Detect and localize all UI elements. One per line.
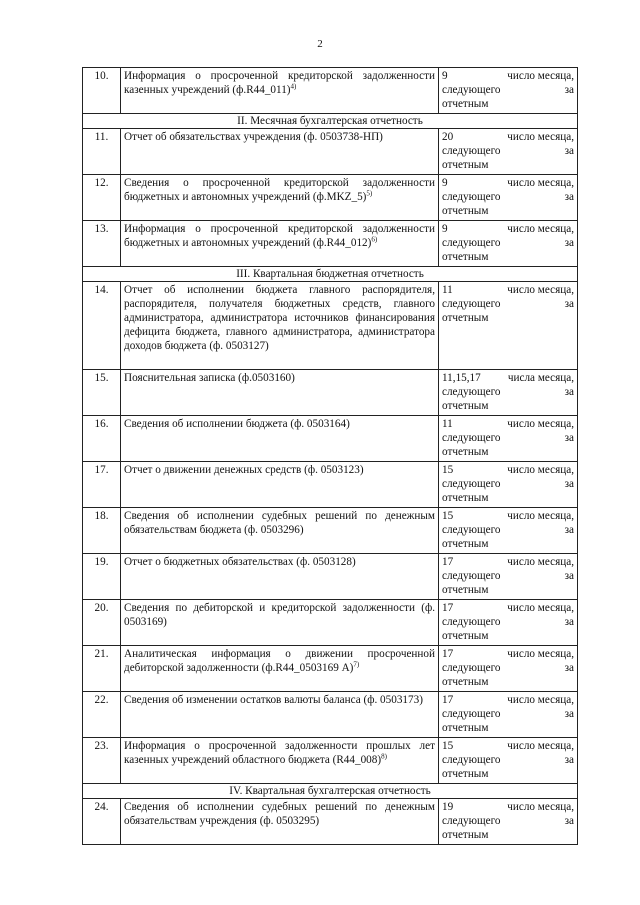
deadline-reporting: отчетным: [442, 722, 489, 734]
deadline-day-label: число месяца,: [507, 694, 574, 706]
row-number: 22.: [83, 692, 121, 738]
deadline-day-label: число месяца,: [507, 510, 574, 522]
row-number: 19.: [83, 554, 121, 600]
deadline-reporting: отчетным: [442, 829, 489, 841]
row-description-text: Информация о просроченной кредиторской задолженности казенных учреждений (ф.R44_011): [124, 70, 435, 96]
table-row: [83, 129, 578, 175]
table-row: [83, 508, 578, 554]
deadline-day: 15: [442, 510, 454, 522]
row-description-text: Информация о просроченной задолженности прошлых лет казенных учреждений областного бюджета (R44_008): [124, 740, 435, 766]
row-number: 18.: [83, 508, 121, 554]
deadline-reporting: отчетным: [442, 768, 489, 780]
deadline-reporting: отчетным: [442, 205, 489, 217]
deadline-za: за: [564, 662, 574, 674]
deadline-za: за: [564, 84, 574, 96]
row-deadline: [439, 646, 578, 692]
row-deadline: [439, 282, 578, 370]
deadline-day-label: число месяца,: [507, 418, 574, 430]
deadline-day-label: число месяца,: [507, 740, 574, 752]
deadline-following: следующего: [442, 298, 501, 310]
table-row: [83, 282, 578, 370]
row-number: 23.: [83, 738, 121, 784]
table-row: [83, 221, 578, 267]
row-number: 17.: [83, 462, 121, 508]
deadline-day: 17: [442, 694, 454, 706]
section-header-row: [83, 114, 578, 129]
deadline-day-label: числа месяца,: [507, 372, 574, 384]
table-row: [83, 462, 578, 508]
row-number: 11.: [83, 129, 121, 175]
footnote-marker: 7): [353, 660, 360, 669]
deadline-za: за: [564, 298, 574, 310]
deadline-day: 9: [442, 177, 448, 189]
deadline-reporting: отчетным: [442, 492, 489, 504]
row-number: 15.: [83, 370, 121, 416]
row-deadline: [439, 799, 578, 845]
deadline-reporting: отчетным: [442, 98, 489, 110]
deadline-reporting: отчетным: [442, 446, 489, 458]
row-deadline: [439, 416, 578, 462]
deadline-following: следующего: [442, 478, 501, 490]
deadline-za: за: [564, 386, 574, 398]
table-row: [83, 554, 578, 600]
deadline-following: следующего: [442, 662, 501, 674]
table-row: [83, 799, 578, 845]
table-body: [83, 68, 578, 845]
row-number: 12.: [83, 175, 121, 221]
row-description: [121, 692, 439, 738]
deadline-following: следующего: [442, 754, 501, 766]
deadline-day: 11,15,17: [442, 372, 481, 384]
row-description-text: Отчет об обязательствах учреждения (ф. 0503738-НП): [124, 131, 383, 143]
row-deadline: [439, 221, 578, 267]
deadline-day: 17: [442, 648, 454, 660]
row-number: 24.: [83, 799, 121, 845]
row-number: 13.: [83, 221, 121, 267]
deadline-day: 15: [442, 464, 454, 476]
deadline-day: 17: [442, 602, 454, 614]
deadline-day-label: число месяца,: [507, 223, 574, 235]
deadline-day: 11: [442, 418, 453, 430]
deadline-day-label: число месяца,: [507, 70, 574, 82]
deadline-reporting: отчетным: [442, 159, 489, 171]
section-header-row: [83, 267, 578, 282]
row-number: 20.: [83, 600, 121, 646]
deadline-day-label: число месяца,: [507, 602, 574, 614]
row-description: [121, 175, 439, 221]
deadline-day: 11: [442, 284, 453, 296]
deadline-za: за: [564, 478, 574, 490]
deadline-reporting: отчетным: [442, 676, 489, 688]
row-description: [121, 738, 439, 784]
deadline-following: следующего: [442, 237, 501, 249]
table-row: [83, 646, 578, 692]
deadline-following: следующего: [442, 524, 501, 536]
deadline-day: 9: [442, 223, 448, 235]
row-deadline: [439, 175, 578, 221]
footnote-marker: 4): [290, 82, 297, 91]
row-description: [121, 600, 439, 646]
row-description: [121, 68, 439, 114]
deadline-za: за: [564, 237, 574, 249]
row-deadline: [439, 462, 578, 508]
deadline-day-label: число месяца,: [507, 284, 574, 296]
row-description-text: Аналитическая информация о движении просроченной дебиторской задолженности (ф.R44_0503169 А): [124, 648, 435, 674]
row-deadline: [439, 554, 578, 600]
footnote-marker: 5): [366, 189, 373, 198]
deadline-following: следующего: [442, 191, 501, 203]
row-deadline: [439, 508, 578, 554]
deadline-day-label: число месяца,: [507, 801, 574, 813]
deadline-following: следующего: [442, 145, 501, 157]
row-number: 16.: [83, 416, 121, 462]
deadline-following: следующего: [442, 616, 501, 628]
deadline-za: за: [564, 815, 574, 827]
row-description: [121, 646, 439, 692]
deadline-za: за: [564, 524, 574, 536]
table-row: [83, 370, 578, 416]
deadline-day-label: число месяца,: [507, 177, 574, 189]
table-row: [83, 600, 578, 646]
row-deadline: [439, 68, 578, 114]
table-row: [83, 692, 578, 738]
row-description: [121, 508, 439, 554]
table-row: [83, 68, 578, 114]
footnote-marker: 8): [381, 752, 387, 761]
deadline-day: 19: [442, 801, 454, 813]
deadline-day-label: число месяца,: [507, 131, 574, 143]
row-description: [121, 370, 439, 416]
deadline-following: следующего: [442, 708, 501, 720]
row-number: 10.: [83, 68, 121, 114]
deadline-za: за: [564, 432, 574, 444]
row-description-text: Сведения об исполнении бюджета (ф. 0503164): [124, 418, 350, 430]
row-description: [121, 282, 439, 370]
deadline-day: 20: [442, 131, 454, 143]
row-description: [121, 129, 439, 175]
deadline-day-label: число месяца,: [507, 464, 574, 476]
deadline-za: за: [564, 191, 574, 203]
row-description-text: Сведения об изменении остатков валюты баланса (ф. 0503173): [124, 694, 423, 706]
deadline-day: 17: [442, 556, 454, 568]
row-deadline: [439, 738, 578, 784]
footnote-marker: 6): [371, 235, 378, 244]
reporting-schedule-table: [82, 67, 578, 845]
section-header-row: [83, 784, 578, 799]
deadline-day-label: число месяца,: [507, 648, 574, 660]
row-description: [121, 416, 439, 462]
deadline-day: 15: [442, 740, 454, 752]
deadline-following: следующего: [442, 570, 501, 582]
deadline-za: за: [564, 145, 574, 157]
deadline-following: следующего: [442, 386, 501, 398]
row-description: [121, 462, 439, 508]
row-number: 21.: [83, 646, 121, 692]
row-deadline: [439, 692, 578, 738]
row-description-text: Отчет о бюджетных обязательствах (ф. 0503128): [124, 556, 356, 568]
row-description-text: Сведения об исполнении судебных решений по денежным обязательствам учреждения (ф. 0503295): [124, 801, 435, 827]
deadline-reporting: отчетным: [442, 584, 489, 596]
row-description-text: Информация о просроченной кредиторской задолженности бюджетных и автономных учреждений (ф.R44_012): [124, 223, 435, 249]
deadline-reporting: отчетным: [442, 251, 489, 263]
row-description-text: Отчет об исполнении бюджета главного распорядителя, распорядителя, получателя бюджетных средств, главного администратора, администратора источников финансирования дефицита бюджета, главного администратора, администратора доходов бюджета (ф. 0503127): [124, 284, 435, 352]
row-description: [121, 554, 439, 600]
deadline-za: за: [564, 616, 574, 628]
deadline-reporting: отчетным: [442, 312, 489, 324]
deadline-za: за: [564, 754, 574, 766]
section-title: III. Квартальная бюджетная отчетность: [83, 267, 578, 282]
deadline-reporting: отчетным: [442, 538, 489, 550]
row-description-text: Пояснительная записка (ф.0503160): [124, 372, 295, 384]
row-deadline: [439, 370, 578, 416]
table-row: [83, 175, 578, 221]
deadline-reporting: отчетным: [442, 630, 489, 642]
row-deadline: [439, 129, 578, 175]
row-deadline: [439, 600, 578, 646]
deadline-following: следующего: [442, 432, 501, 444]
deadline-day-label: число месяца,: [507, 556, 574, 568]
deadline-reporting: отчетным: [442, 400, 489, 412]
row-description-text: Сведения об исполнении судебных решений по денежным обязательствам бюджета (ф. 0503296): [124, 510, 435, 536]
deadline-following: следующего: [442, 815, 501, 827]
table-row: [83, 738, 578, 784]
table-row: [83, 416, 578, 462]
deadline-za: за: [564, 708, 574, 720]
deadline-following: следующего: [442, 84, 501, 96]
section-title: II. Месячная бухгалтерская отчетность: [83, 114, 578, 129]
section-title: IV. Квартальная бухгалтерская отчетность: [83, 784, 578, 799]
row-description: [121, 799, 439, 845]
row-description-text: Сведения о просроченной кредиторской задолженности бюджетных и автономных учреждений (ф.MKZ_5): [124, 177, 435, 203]
row-description: [121, 221, 439, 267]
deadline-day: 9: [442, 70, 448, 82]
row-description-text: Сведения по дебиторской и кредиторской задолженности (ф. 0503169): [124, 602, 435, 628]
page-number: 2: [317, 38, 323, 50]
row-number: 14.: [83, 282, 121, 370]
row-description-text: Отчет о движении денежных средств (ф. 0503123): [124, 464, 364, 476]
deadline-za: за: [564, 570, 574, 582]
